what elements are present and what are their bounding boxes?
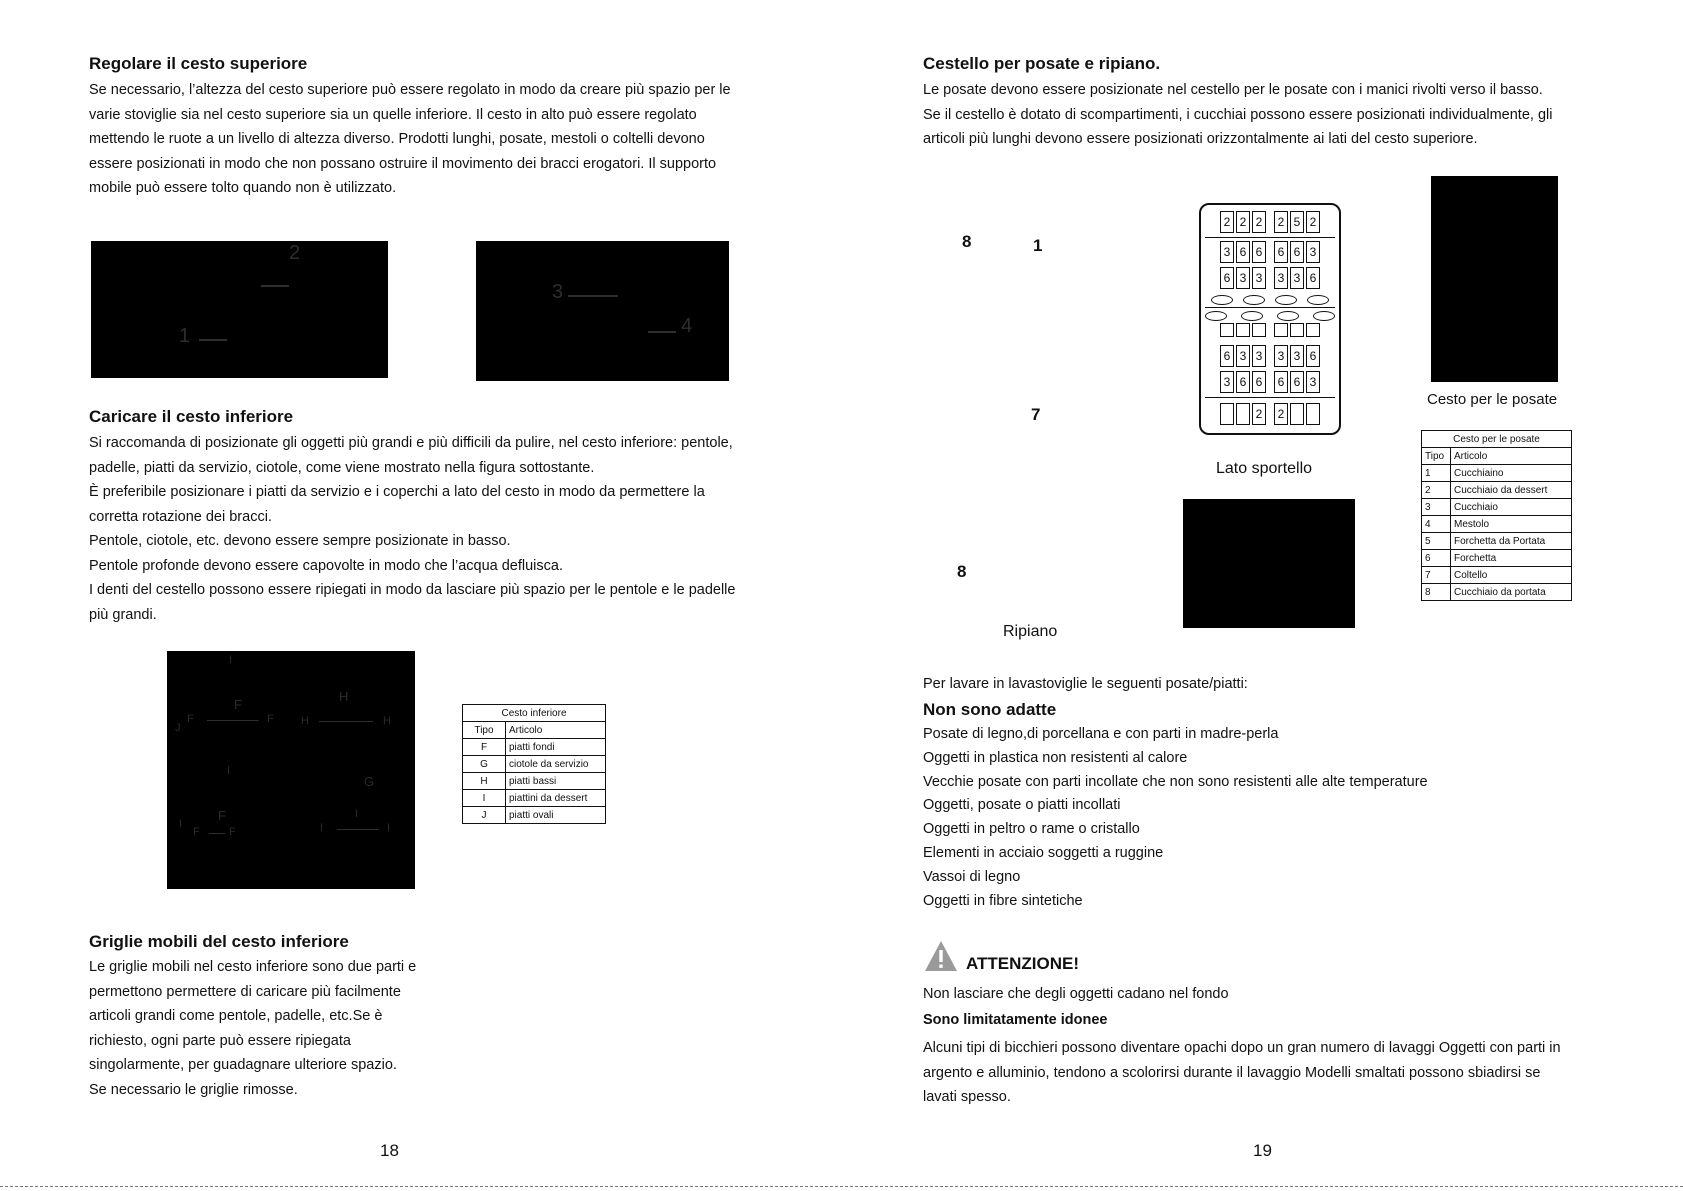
table-cell: Cucchiaio da portata: [1451, 584, 1572, 601]
arrow-icon: [648, 331, 676, 333]
basket-slot: [1236, 403, 1250, 425]
door-side-caption: Lato sportello: [1216, 460, 1313, 477]
text-line: Per lavare in lavastoviglie le seguenti posate/piatti:: [923, 676, 1248, 692]
photo-label: I: [387, 822, 391, 834]
text-line: Le griglie mobili nel cesto inferiore sono due parti e: [89, 959, 417, 975]
table-header: Tipo: [463, 722, 506, 739]
basket-oval: [1307, 295, 1329, 305]
upper-basket-text: [89, 78, 731, 201]
basket-slot: 6: [1290, 241, 1304, 263]
text-line: lavati spesso.: [923, 1089, 1011, 1105]
basket-slot: 2: [1252, 403, 1266, 425]
basket-slot: 6: [1252, 241, 1266, 263]
cutlery-basket-diagram: [1199, 203, 1341, 435]
table-cell: Coltello: [1451, 567, 1572, 584]
basket-oval: [1277, 311, 1299, 321]
photo-label: I: [227, 765, 231, 777]
basket-slot: 3: [1290, 345, 1304, 367]
photo-label: F: [187, 713, 194, 725]
warning-text: [923, 982, 1229, 1007]
page-number: 18: [380, 1141, 399, 1160]
section-title-lower-basket: Caricare il cesto inferiore: [89, 407, 294, 426]
table-row: [463, 756, 606, 773]
table-cell: H: [463, 773, 506, 790]
table-cell: 8: [1422, 584, 1451, 601]
table-cell: piatti fondi: [506, 739, 606, 756]
basket-slot: 6: [1220, 345, 1234, 367]
photo-label: J: [175, 722, 181, 734]
basket-oval-row: [1205, 311, 1335, 321]
text-line: corretta rotazione dei bracci.: [89, 508, 272, 525]
list-item: Posate di legno,di porcellana e con parti in madre-perla: [923, 726, 1279, 742]
table-cell: G: [463, 756, 506, 773]
section-title-movable-racks: Griglie mobili del cesto inferiore: [89, 932, 349, 951]
text-line: Pentole, ciotole, etc. devono essere sempre posizionate in basso.: [89, 533, 511, 549]
text-line: richiesto, ogni parte può essere ripiegata: [89, 1032, 351, 1049]
text-line: Si raccomanda di posizionate gli oggetti più grandi e più difficili da pulire, nel cesto inferiore: pentole,: [89, 435, 733, 451]
table-row: [463, 807, 606, 824]
basket-slot: 3: [1252, 345, 1266, 367]
text-line: argento e alluminio, tendono a scolorirsi durante il lavaggio Modelli smaltati possono sbiadirsi se: [923, 1064, 1541, 1081]
basket-slot: [1220, 323, 1234, 337]
list-item: Oggetti in plastica non resistenti al calore: [923, 749, 1188, 766]
limited-title: Sono limitatamente idonee: [923, 1012, 1108, 1028]
table-header: Articolo: [506, 722, 606, 739]
basket-slot: 2: [1274, 211, 1288, 233]
cutlery-basket-photo: [1431, 176, 1558, 382]
text-line: Se il cestello è dotato di scompartimenti, i cucchiai possono essere posizionati individualmente, gli: [923, 106, 1553, 123]
table-row: [1422, 567, 1572, 584]
basket-slot: [1252, 323, 1266, 337]
photo-label: F: [218, 808, 226, 823]
table-cell: 7: [1422, 567, 1451, 584]
basket-slot: 2: [1252, 211, 1266, 233]
table-cell: piattini da dessert: [506, 790, 606, 807]
text-line: singolarmente, per guadagnare ulteriore spazio.: [89, 1057, 397, 1073]
arrow-icon: [209, 833, 225, 834]
cutlery-basket-table: [1421, 430, 1572, 601]
photo-label: H: [301, 715, 309, 727]
list-item: Oggetti in peltro o rame o cristallo: [923, 821, 1140, 838]
list-item: Vassoi di legno: [923, 868, 1021, 885]
table-cell: F: [463, 739, 506, 756]
shelf-label-7: 7: [1031, 405, 1041, 424]
table-cell: 6: [1422, 550, 1451, 567]
lower-basket-table: [462, 704, 606, 824]
basket-row: [1205, 345, 1335, 367]
table-cell: 4: [1422, 516, 1451, 533]
table-row: [1422, 516, 1572, 533]
table-cell: piatti ovali: [506, 807, 606, 824]
basket-slot: 3: [1274, 345, 1288, 367]
list-item: Oggetti in fibre sintetiche: [923, 892, 1083, 909]
arrow-icon: [568, 295, 618, 297]
arrow-icon: [337, 829, 379, 830]
basket-slot: 3: [1252, 267, 1266, 289]
not-suitable-title: Non sono adatte: [923, 700, 1057, 719]
text-line: mobile può essere tolto quando non è utilizzato.: [89, 180, 397, 196]
shelf-photo: [1183, 499, 1355, 628]
table-cell: Mestolo: [1451, 516, 1572, 533]
basket-slot: [1290, 403, 1304, 425]
basket-slot: 3: [1220, 241, 1234, 263]
photo-label: F: [267, 713, 274, 725]
table-row: [1422, 550, 1572, 567]
basket-slot: 6: [1220, 267, 1234, 289]
shelf-label-8: 8: [962, 232, 972, 251]
arrow-icon: [207, 720, 259, 721]
not-suitable-list: [923, 723, 1428, 913]
section-title-cutlery-basket: Cestello per posate e ripiano.: [923, 54, 1161, 73]
basket-oval: [1275, 295, 1297, 305]
photo-adjust-basket-1: [91, 241, 388, 378]
table-cell: 2: [1422, 482, 1451, 499]
shelf-label-8: 8: [957, 562, 967, 581]
basket-slot: 6: [1306, 345, 1320, 367]
text-line: Pentole profonde devono essere capovolte in modo che l’acqua defluisca.: [89, 557, 563, 574]
table-cell: piatti bassi: [506, 773, 606, 790]
table-row: [1422, 584, 1572, 601]
photo-label: I: [320, 822, 324, 834]
basket-divider: [1205, 237, 1335, 238]
table-row: [1422, 465, 1572, 482]
basket-row: [1205, 371, 1335, 393]
text-line: essere posizionati in modo che non possano ostruire il movimento dei bracci erogatori. Il supporto: [89, 155, 717, 172]
cutlery-basket-caption: Cesto per le posate: [1427, 391, 1558, 408]
basket-slot: 3: [1236, 267, 1250, 289]
warning-title: ATTENZIONE!: [966, 954, 1080, 973]
limited-text: [923, 1036, 1561, 1110]
basket-row: [1205, 403, 1335, 425]
photo-label: 1: [179, 325, 191, 347]
table-row: [463, 790, 606, 807]
table-cell: Forchetta: [1451, 550, 1572, 567]
basket-row: [1205, 323, 1335, 337]
cutlery-basket-text: [923, 78, 1552, 152]
text-line: permettono permettere di caricare più facilmente: [89, 983, 401, 1000]
basket-slot: [1306, 403, 1320, 425]
basket-slot: 6: [1306, 267, 1320, 289]
photo-label: H: [339, 689, 349, 704]
text-line: mettendo le ruote a un livello di altezza diverso. Prodotti lunghi, posate, mestoli o coltelli devono: [89, 131, 705, 147]
arrow-icon: [319, 721, 373, 722]
table-row: [1422, 499, 1572, 516]
basket-oval-row: [1205, 295, 1335, 305]
basket-slot: 3: [1236, 345, 1250, 367]
photo-label: F: [229, 826, 236, 838]
arrow-icon: [261, 285, 289, 287]
movable-racks-text: [89, 955, 416, 1102]
text-line: Non lasciare che degli oggetti cadano nel fondo: [923, 986, 1229, 1002]
photo-adjust-basket-2: [476, 241, 729, 381]
table-cell: I: [463, 790, 506, 807]
text-line: Le posate devono essere posizionate nel cestello per le posate con i manici rivolti verso il basso.: [923, 82, 1543, 98]
photo-label: I: [229, 654, 233, 666]
table-header: Tipo: [1422, 448, 1451, 465]
table-cell: Cucchiaino: [1451, 465, 1572, 482]
basket-slot: 6: [1236, 241, 1250, 263]
text-line: articoli più lunghi devono essere posizionati orizzontalmente ai lati del cesto superiore.: [923, 131, 1478, 147]
basket-slot: [1274, 323, 1288, 337]
table-cell: 5: [1422, 533, 1451, 550]
basket-row: [1205, 211, 1335, 233]
photo-label: H: [383, 715, 391, 727]
text-line: I denti del cestello possono essere ripiegati in modo da lasciare più spazio per le pentole e le padelle: [89, 582, 736, 598]
photo-label: I: [355, 808, 359, 820]
basket-oval: [1313, 311, 1335, 321]
basket-oval: [1211, 295, 1233, 305]
basket-row: [1205, 241, 1335, 263]
washing-intro: [923, 672, 1248, 697]
table-caption: Cesto inferiore: [463, 705, 606, 722]
photo-label: F: [234, 697, 242, 712]
basket-slot: 6: [1236, 371, 1250, 393]
text-line: Se necessario, l’altezza del cesto superiore può essere regolato in modo da creare più spazio per le: [89, 82, 731, 98]
text-line: padelle, piatti da servizio, ciotole, come viene mostrato nella figura sottostante.: [89, 459, 595, 476]
basket-slot: 3: [1274, 267, 1288, 289]
basket-slot: 2: [1236, 211, 1250, 233]
photo-label: 2: [289, 242, 301, 264]
basket-divider: [1205, 397, 1335, 398]
lower-basket-text: [89, 431, 735, 627]
section-title-upper-basket: Regolare il cesto superiore: [89, 54, 308, 73]
basket-slot: 6: [1274, 241, 1288, 263]
basket-slot: 2: [1220, 211, 1234, 233]
table-row: [463, 773, 606, 790]
table-cell: 1: [1422, 465, 1451, 482]
basket-oval: [1243, 295, 1265, 305]
table-cell: 3: [1422, 499, 1451, 516]
basket-divider: [1205, 307, 1335, 308]
photo-label: F: [193, 826, 200, 838]
basket-oval: [1205, 311, 1227, 321]
photo-label: 3: [552, 281, 564, 303]
warning-icon: [923, 939, 959, 978]
table-row: [1422, 482, 1572, 499]
basket-slot: 3: [1290, 267, 1304, 289]
photo-lower-basket-loading: [167, 651, 415, 889]
table-cell: Cucchiaio da dessert: [1451, 482, 1572, 499]
text-line: Se necessario le griglie rimosse.: [89, 1081, 298, 1098]
list-item: Elementi in acciaio soggetti a ruggine: [923, 844, 1164, 861]
table-cell: Forchetta da Portata: [1451, 533, 1572, 550]
basket-slot: 3: [1220, 371, 1234, 393]
basket-slot: [1220, 403, 1234, 425]
shelf-label-1: 1: [1033, 236, 1043, 255]
photo-label: I: [179, 818, 183, 830]
text-line: varie stoviglie sia nel cesto superiore sia un quelle inferiore. Il cesto in alto può essere regolato: [89, 106, 697, 123]
list-item: Oggetti, posate o piatti incollati: [923, 797, 1121, 814]
basket-slot: 5: [1290, 211, 1304, 233]
table-caption: Cesto per le posate: [1422, 431, 1572, 448]
page-number: 19: [1253, 1141, 1272, 1160]
basket-row: [1205, 267, 1335, 289]
basket-slot: 6: [1290, 371, 1304, 393]
basket-slot: 2: [1306, 211, 1320, 233]
table-row: [1422, 533, 1572, 550]
table-cell: ciotole da servizio: [506, 756, 606, 773]
basket-slot: 3: [1306, 371, 1320, 393]
shelf-caption: Ripiano: [1003, 623, 1058, 640]
table-row: [463, 739, 606, 756]
basket-slot: [1236, 323, 1250, 337]
basket-slot: 2: [1274, 403, 1288, 425]
photo-label: G: [364, 774, 375, 789]
text-line: articoli grandi come pentole, padelle, etc.Se è: [89, 1008, 383, 1024]
page-bottom-divider: [0, 1186, 1683, 1187]
text-line: Alcuni tipi di bicchieri possono diventare opachi dopo un gran numero di lavaggi Oggetti con parti in: [923, 1040, 1561, 1056]
table-cell: Cucchiaio: [1451, 499, 1572, 516]
basket-slot: 3: [1306, 241, 1320, 263]
basket-slot: [1290, 323, 1304, 337]
basket-oval: [1241, 311, 1263, 321]
list-item: Vecchie posate con parti incollate che non sono resistenti alle alte temperature: [923, 773, 1428, 790]
arrow-icon: [199, 339, 227, 341]
basket-slot: [1306, 323, 1320, 337]
text-line: È preferibile posizionare i piatti da servizio e i coperchi a lato del cesto in modo da permettere la: [89, 484, 705, 500]
photo-label: 4: [681, 315, 693, 337]
table-cell: J: [463, 807, 506, 824]
text-line: più grandi.: [89, 606, 157, 623]
table-header: Articolo: [1451, 448, 1572, 465]
basket-slot: 6: [1252, 371, 1266, 393]
basket-slot: 6: [1274, 371, 1288, 393]
